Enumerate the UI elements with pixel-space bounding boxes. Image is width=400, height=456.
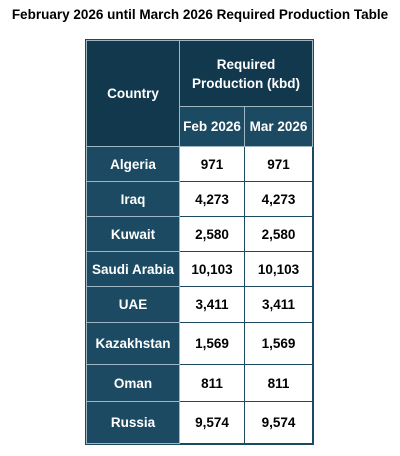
- country-cell: Russia: [87, 402, 180, 444]
- table-row: [87, 287, 313, 323]
- feb-value-cell: 3,411: [180, 287, 245, 323]
- header-required-production: Required Production (kbd): [180, 41, 313, 107]
- country-cell: Algeria: [87, 147, 180, 182]
- header-mar-2026: Mar 2026: [245, 107, 313, 147]
- mar-value-cell: 4,273: [245, 182, 313, 217]
- feb-value-cell: 10,103: [180, 252, 245, 287]
- mar-value-cell: 1,569: [245, 323, 313, 365]
- mar-value-cell: 2,580: [245, 217, 313, 252]
- feb-value-cell: 2,580: [180, 217, 245, 252]
- feb-value-cell: 811: [180, 365, 245, 402]
- table-row: [87, 402, 313, 444]
- header-country: Country: [87, 41, 180, 147]
- feb-value-cell: 4,273: [180, 182, 245, 217]
- feb-value-cell: 971: [180, 147, 245, 182]
- mar-value-cell: 3,411: [245, 287, 313, 323]
- country-cell: Saudi Arabia: [87, 252, 180, 287]
- mar-value-cell: 811: [245, 365, 313, 402]
- table-row: [87, 217, 313, 252]
- country-cell: Iraq: [87, 182, 180, 217]
- header-feb-2026: Feb 2026: [180, 107, 245, 147]
- table-title: February 2026 until March 2026 Required Production Table: [11, 7, 389, 22]
- table-row: [87, 252, 313, 287]
- mar-value-cell: 10,103: [245, 252, 313, 287]
- feb-value-cell: 1,569: [180, 323, 245, 365]
- table-row: [87, 182, 313, 217]
- country-cell: Kuwait: [87, 217, 180, 252]
- mar-value-cell: 971: [245, 147, 313, 182]
- table-row: [87, 323, 313, 365]
- country-cell: Oman: [87, 365, 180, 402]
- mar-value-cell: 9,574: [245, 402, 313, 444]
- country-cell: Kazakhstan: [87, 323, 180, 365]
- feb-value-cell: 9,574: [180, 402, 245, 444]
- country-cell: UAE: [87, 287, 180, 323]
- production-table: [86, 40, 313, 444]
- table-row: [87, 365, 313, 402]
- table-row: [87, 147, 313, 182]
